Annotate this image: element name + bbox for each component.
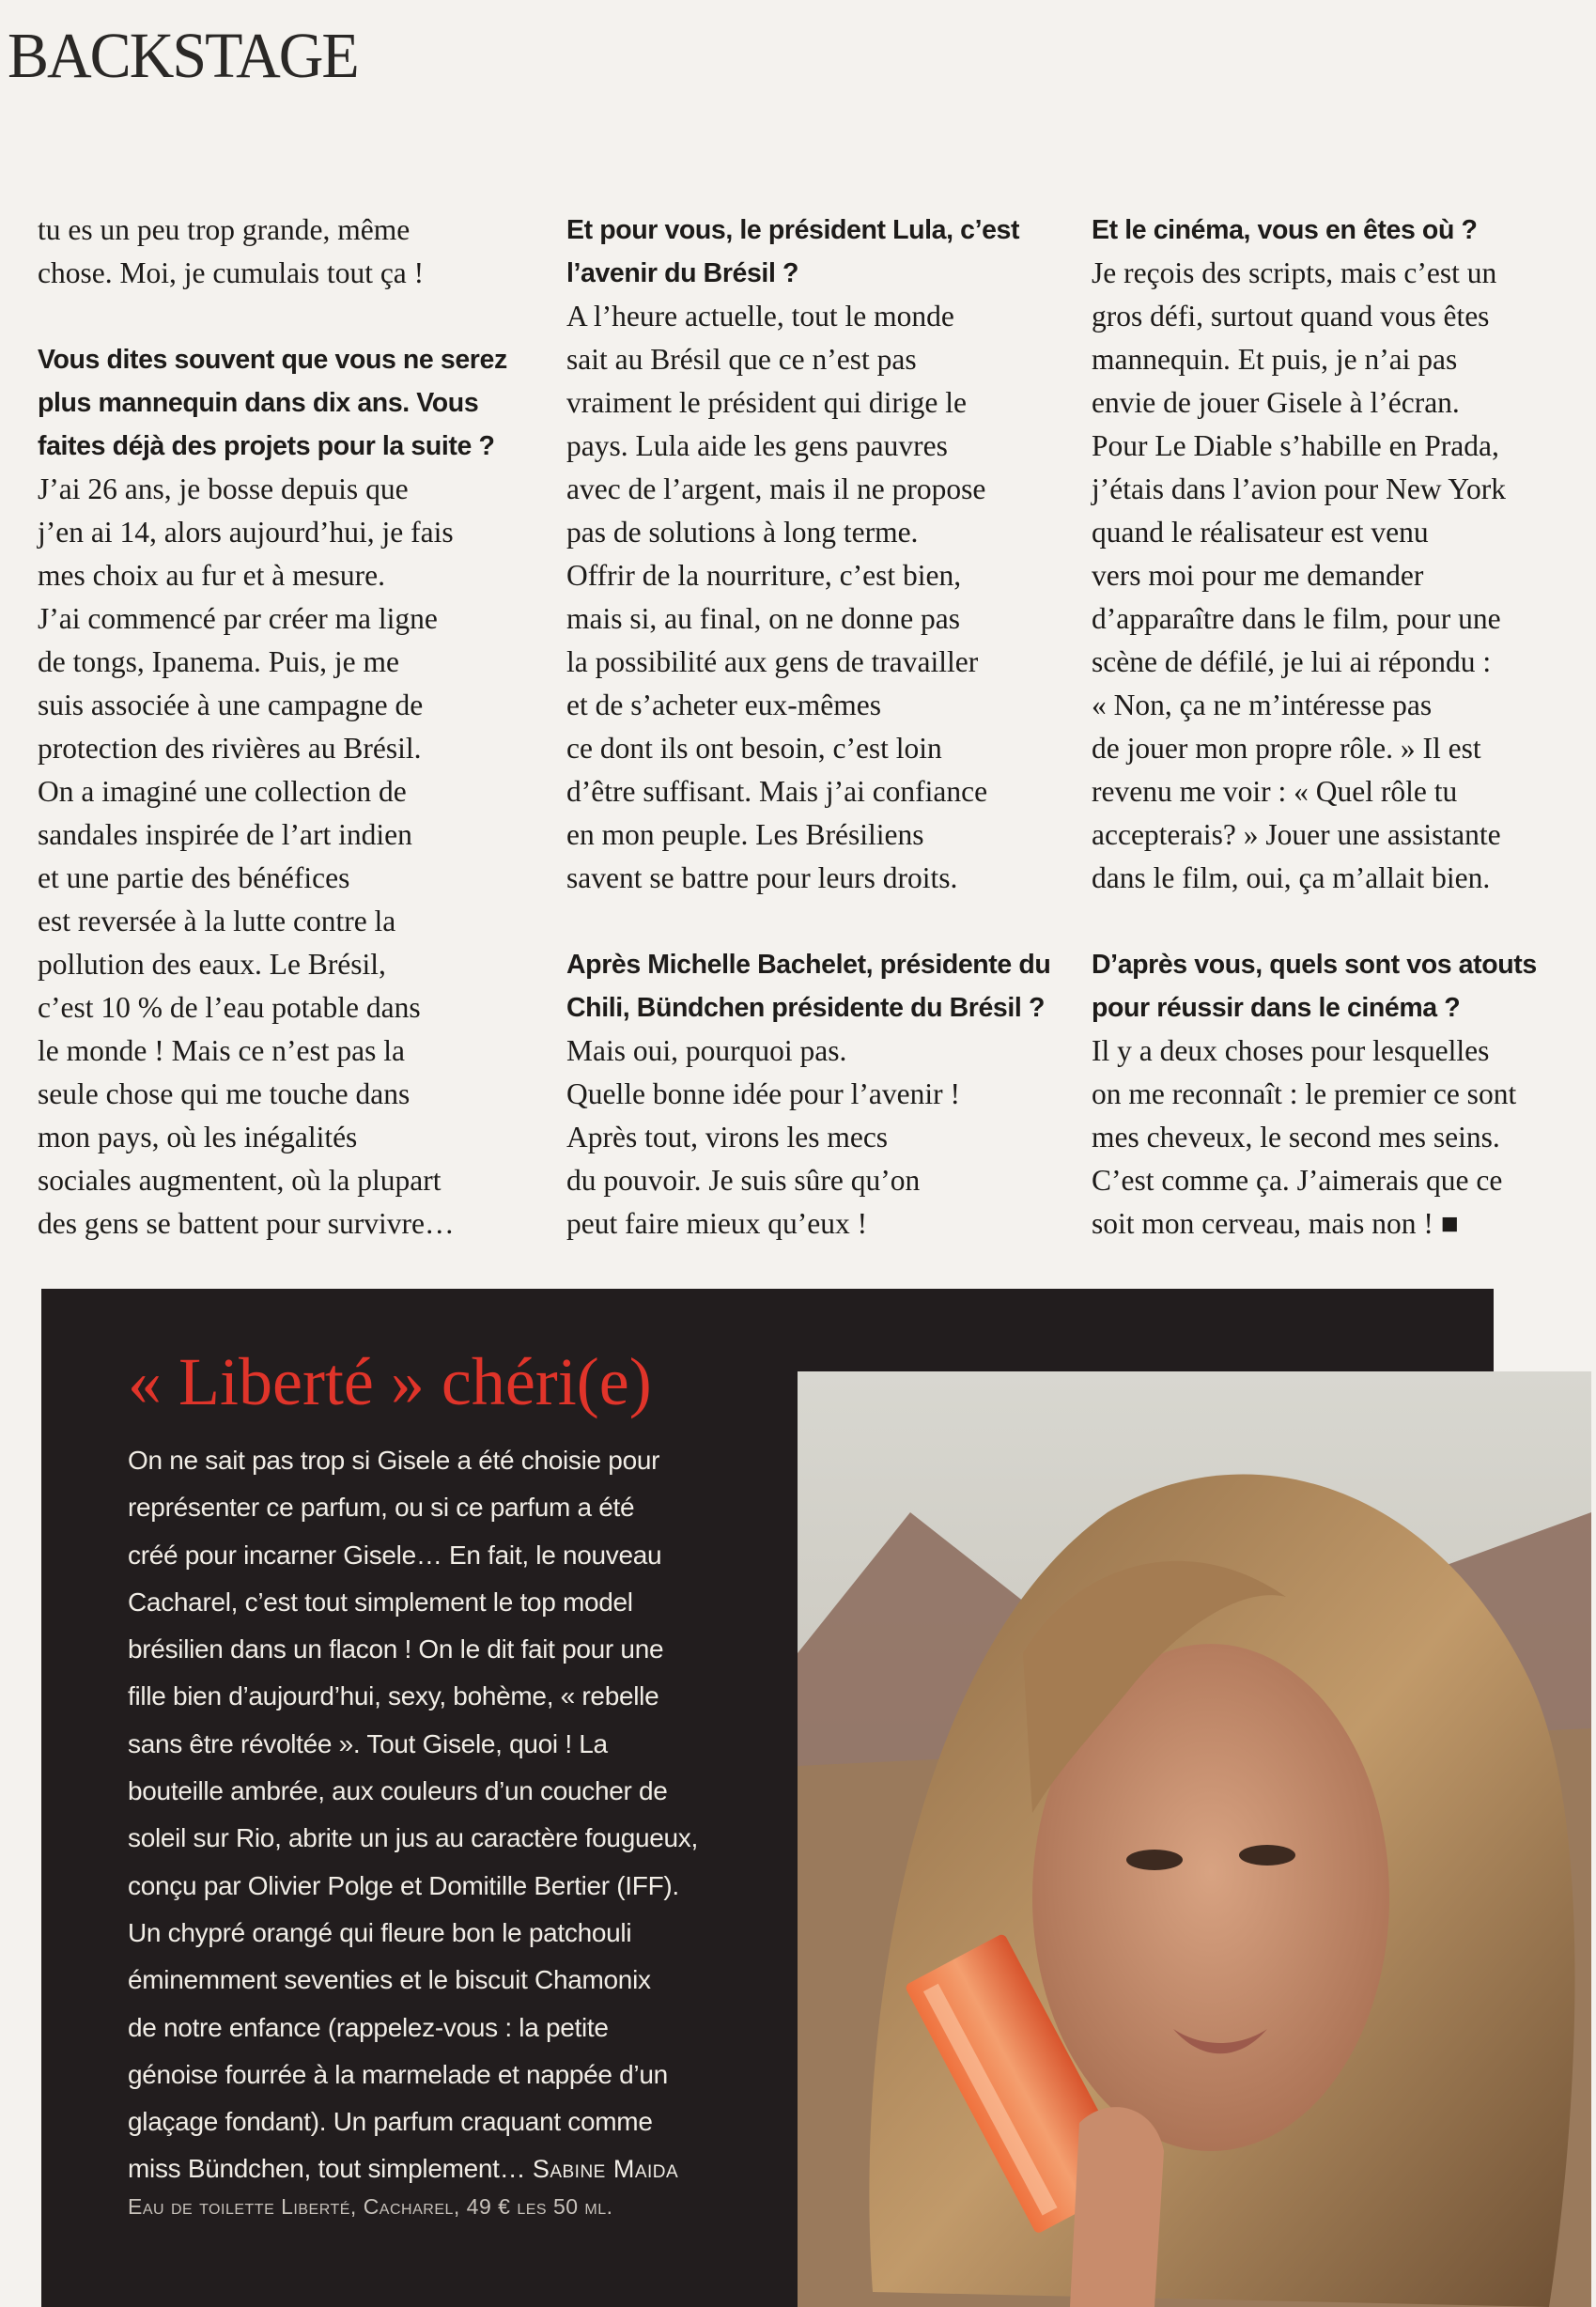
sidebar-text-line: Cacharel, c’est tout simplement le top model	[128, 1587, 633, 1617]
text-line: D’après vous, quels sont vos atouts	[1092, 950, 1537, 980]
text-line: et de s’acheter eux-mêmes	[566, 689, 881, 721]
text-line: est reversée à la lutte contre la	[38, 905, 396, 937]
text-line: sandales inspirée de l’art indien	[38, 818, 412, 851]
interview-question	[38, 338, 535, 468]
text-line: mes cheveux, le second mes seins.	[1092, 1121, 1500, 1154]
text-line: chose. Moi, je cumulais tout ça !	[38, 256, 425, 289]
paragraph-gap	[38, 295, 535, 338]
text-line: j’en ai 14, alors aujourd’hui, je fais	[38, 516, 454, 549]
interview-answer	[38, 468, 535, 1246]
interview-answer	[1092, 1030, 1589, 1246]
text-line: Mais oui, pourquoi pas.	[566, 1034, 847, 1067]
text-line: sait au Brésil que ce n’est pas	[566, 343, 917, 376]
text-line: accepterais? » Jouer une assistante	[1092, 818, 1501, 851]
article-column-2	[566, 209, 1064, 1246]
paragraph-gap	[566, 900, 1064, 943]
text-line: le monde ! Mais ce n’est pas la	[38, 1034, 405, 1067]
text-line: Je reçois des scripts, mais c’est un	[1092, 256, 1497, 289]
sidebar-text-line: créé pour incarner Gisele… En fait, le nouveau	[128, 1540, 662, 1570]
text-line: revenu me voir : « Quel rôle tu	[1092, 775, 1458, 808]
interview-answer	[566, 295, 1064, 900]
sidebar-text-line: représenter ce parfum, ou si ce parfum a été	[128, 1493, 635, 1523]
sidebar-text-line: soleil sur Rio, abrite un jus au caractère fougueux,	[128, 1823, 698, 1853]
sidebar-text-line: conçu par Olivier Polge et Domitille Bertier (IFF).	[128, 1870, 679, 1900]
interview-question	[1092, 209, 1589, 252]
sidebar-text-line: miss Bündchen, tout simplement…	[128, 2154, 533, 2184]
text-line: mon pays, où les inégalités	[38, 1121, 358, 1154]
text-line: pas de solutions à long terme.	[566, 516, 919, 549]
text-line: Offrir de la nourriture, c’est bien,	[566, 559, 962, 592]
sidebar-text-line: éminemment seventies et le biscuit Chamonix	[128, 1965, 651, 1995]
text-line: Il y a deux choses pour lesquelles	[1092, 1034, 1490, 1067]
interview-question	[1092, 943, 1589, 1030]
text-line: avec de l’argent, mais il ne propose	[566, 472, 986, 505]
text-line: envie de jouer Gisele à l’écran.	[1092, 386, 1460, 419]
text-line: gros défi, surtout quand vous êtes	[1092, 300, 1490, 333]
text-line: j’étais dans l’avion pour New York	[1092, 472, 1506, 505]
text-line: protection des rivières au Brésil.	[38, 732, 422, 765]
text-line: mes choix au fur et à mesure.	[38, 559, 385, 592]
text-line: d’apparaître dans le film, pour une	[1092, 602, 1501, 635]
text-line: c’est 10 % de l’eau potable dans	[38, 991, 421, 1024]
text-line: C’est comme ça. J’aimerais que ce	[1092, 1164, 1503, 1197]
text-line: de tongs, Ipanema. Puis, je me	[38, 645, 399, 678]
text-line: Après tout, virons les mecs	[566, 1121, 889, 1154]
section-label: BACKSTAGE	[8, 20, 358, 92]
text-line: J’ai commencé par créer ma ligne	[38, 602, 438, 635]
text-line: quand le réalisateur est venu	[1092, 516, 1429, 549]
sidebar-text-line: On ne sait pas trop si Gisele a été choisie pour	[128, 1446, 660, 1475]
text-line: dans le film, oui, ça m’allait bien.	[1092, 861, 1491, 894]
interview-question	[566, 943, 1064, 1030]
text-line: vers moi pour me demander	[1092, 559, 1424, 592]
article-column-1	[38, 209, 535, 1246]
text-line: A l’heure actuelle, tout le monde	[566, 300, 954, 333]
text-line: mais si, au final, on ne donne pas	[566, 602, 961, 635]
text-line: Chili, Bündchen présidente du Brésil ?	[566, 993, 1045, 1023]
interview-answer	[1092, 252, 1589, 900]
text-line: et une partie des bénéfices	[38, 861, 350, 894]
sidebar-text-line: Un chypré orangé qui fleure bon le patchouli	[128, 1917, 632, 1947]
text-line: tu es un peu trop grande, même	[38, 213, 411, 246]
text-line: ce dont ils ont besoin, c’est loin	[566, 732, 942, 765]
sidebar-text-line: sans être révoltée ». Tout Gisele, quoi ! La	[128, 1728, 608, 1758]
text-line: de jouer mon propre rôle. » Il est	[1092, 732, 1481, 765]
sidebar-text-line: fille bien d’aujourd’hui, sexy, bohème, « rebelle	[128, 1681, 659, 1711]
text-line: « Non, ça ne m’intéresse pas	[1092, 689, 1433, 721]
sidebar-signature: Sabine Maida	[532, 2155, 679, 2184]
text-line: pays. Lula aide les gens pauvres	[566, 429, 948, 462]
text-line: Et pour vous, le président Lula, c’est	[566, 215, 1020, 245]
interview-answer	[38, 209, 535, 295]
text-line: Vous dites souvent que vous ne serez	[38, 345, 507, 375]
text-line: pour réussir dans le cinéma ?	[1092, 993, 1461, 1023]
text-line: l’avenir du Brésil ?	[566, 258, 798, 288]
text-line: des gens se battent pour survivre…	[38, 1207, 455, 1240]
text-line: On a imaginé une collection de	[38, 775, 407, 808]
text-line: pollution des eaux. Le Brésil,	[38, 948, 386, 981]
product-info: Eau de toilette Liberté, Cacharel, 49 € les 50 ml.	[128, 2194, 613, 2219]
text-line: on me reconnaît : le premier ce sont	[1092, 1077, 1517, 1110]
text-line: la possibilité aux gens de travailler	[566, 645, 979, 678]
sidebar-text-line: de notre enfance (rappelez-vous : la petite	[128, 2012, 609, 2042]
text-line: Quelle bonne idée pour l’avenir !	[566, 1077, 960, 1110]
sidebar-text-line: bouteille ambrée, aux couleurs d’un coucher de	[128, 1776, 668, 1806]
text-line: seule chose qui me touche dans	[38, 1077, 411, 1110]
text-line: peut faire mieux qu’eux !	[566, 1207, 868, 1240]
sidebar-text-line: brésilien dans un flacon ! On le dit fait pour une	[128, 1634, 664, 1664]
text-line: d’être suffisant. Mais j’ai confiance	[566, 775, 988, 808]
sidebar-body	[128, 1437, 804, 2193]
article-column-3	[1092, 209, 1589, 1246]
text-line: faites déjà des projets pour la suite ?	[38, 431, 495, 461]
text-line: Pour Le Diable s’habille en Prada,	[1092, 429, 1499, 462]
sidebar-title: « Liberté » chéri(e)	[128, 1344, 652, 1419]
sidebar-text-line: génoise fourrée à la marmelade et nappée d’un	[128, 2059, 668, 2089]
text-line: savent se battre pour leurs droits.	[566, 861, 958, 894]
model-perfume-photo	[798, 1371, 1591, 2307]
text-line: J’ai 26 ans, je bosse depuis que	[38, 472, 409, 505]
text-line: suis associée à une campagne de	[38, 689, 424, 721]
text-line: mannequin. Et puis, je n’ai pas	[1092, 343, 1458, 376]
text-line: Après Michelle Bachelet, présidente du	[566, 950, 1051, 980]
text-line: soit mon cerveau, mais non ! ■	[1092, 1207, 1459, 1240]
text-line: scène de défilé, je lui ai répondu :	[1092, 645, 1492, 678]
text-line: Et le cinéma, vous en êtes où ?	[1092, 215, 1478, 245]
sidebar-text-line: glaçage fondant). Un parfum craquant comme	[128, 2107, 653, 2137]
text-line: vraiment le président qui dirige le	[566, 386, 967, 419]
text-line: en mon peuple. Les Brésiliens	[566, 818, 924, 851]
paragraph-gap	[1092, 900, 1589, 943]
text-line: du pouvoir. Je suis sûre qu’on	[566, 1164, 921, 1197]
text-line: plus mannequin dans dix ans. Vous	[38, 388, 479, 418]
text-line: sociales augmentent, où la plupart	[38, 1164, 442, 1197]
interview-question	[566, 209, 1064, 295]
interview-answer	[566, 1030, 1064, 1246]
